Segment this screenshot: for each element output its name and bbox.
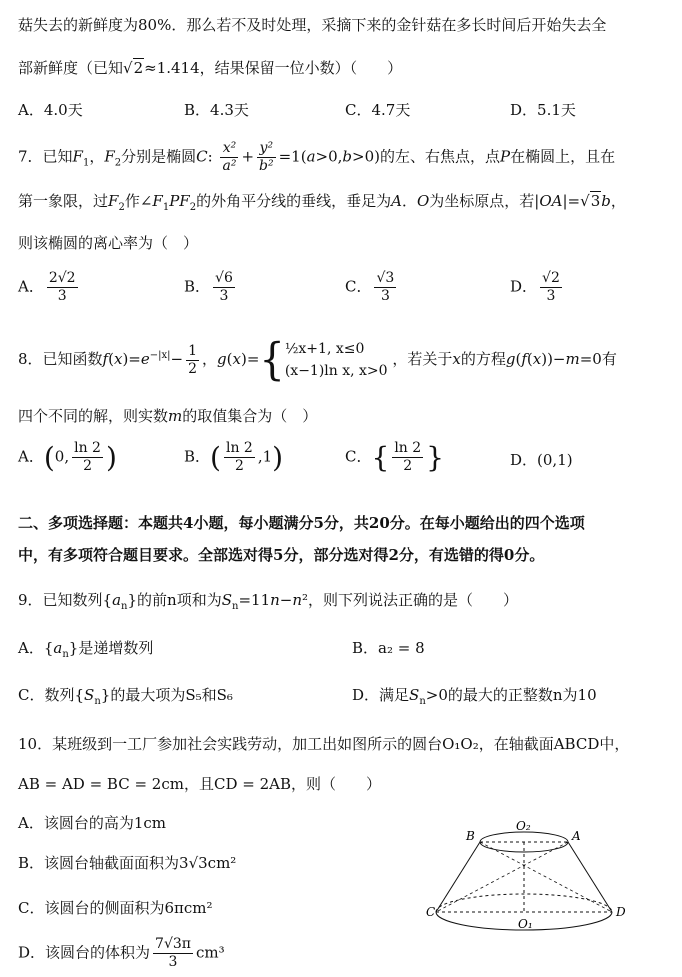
- q6-option-d[interactable]: D．5.1天: [510, 101, 576, 119]
- q9-option-b[interactable]: B．a₂ = 8: [352, 639, 425, 657]
- q7-line2: 第一象限，过$F_2$作$\angle F_1PF_2$的外角平分线的垂线，垂足为A．O为坐标原点，若|OA|=√3b，: [18, 192, 626, 213]
- label-d: D: [616, 905, 626, 919]
- q10-option-d[interactable]: D．该圆台的体积为 $\frac{7√3\pi}{3}$ cm³: [18, 936, 225, 970]
- q6-text-line1: 菇失去的新鲜度为80%．那么若不及时处理，采摘下来的金针菇在多长时间后开始失去全: [18, 16, 607, 34]
- q10-option-b[interactable]: B．该圆台轴截面面积为3√3cm²: [18, 854, 237, 872]
- q10-line1: 10．某班级到一工厂参加社会实践劳动，加工出如图所示的圆台O₁O₂，在轴截面ABCD中，: [18, 735, 630, 753]
- frustum-figure: [426, 820, 626, 940]
- q7-option-d[interactable]: D． $\frac{√2}{3}$: [510, 270, 560, 304]
- label-o2: O₂: [516, 820, 531, 833]
- q6-text-line2: 部新鲜度（已知√2≈1.414，结果保留一位小数）（ ）: [18, 59, 403, 77]
- q6-option-b[interactable]: B．4.3天: [184, 101, 249, 119]
- q7-line1: 7．已知$F_1$，$F_2$分别是椭圆C: $\frac{\text{x²}}{\text{a²}}$ + $\frac{\text{y²}}{\text{b²}}$ =1(a>0,b>0)的左、右焦点，点P在椭圆上，且在: [18, 140, 616, 174]
- q10-option-c[interactable]: C．该圆台的侧面积为6πcm²: [18, 899, 213, 917]
- q9-option-c[interactable]: C．数列$\{S_n\}$的最大项为S₅和S₆: [18, 686, 233, 707]
- label-a: A: [572, 829, 581, 843]
- q8-option-a[interactable]: A．(0, $\frac{\ln 2}{2}$ ): [18, 440, 117, 474]
- label-o1: O₁: [518, 917, 533, 931]
- section2-line2: 中，有多项符合题目要求。全部选对得5分，部分选对得2分，有选错的得0分。: [18, 546, 545, 564]
- q8-option-c[interactable]: C．{ $\frac{\ln 2}{2}$ }: [345, 440, 444, 474]
- q6-option-a[interactable]: A．4.0天: [18, 101, 83, 119]
- q7-option-a[interactable]: A． $\frac{2√2}{3}$: [18, 270, 76, 304]
- q9-option-a[interactable]: A．$\{a_n\}$是递增数列: [18, 639, 154, 660]
- diagonal-bd: [480, 842, 612, 912]
- q8-line1: 8．已知函数$f(x)=e^{-|x|}-$ $\frac{1}{2}$ ，g(x)={ ½x+1, x≤0 (x−1)ln x, x>0 ，若关于x的方程g(f(x))−m=0有: [18, 334, 617, 386]
- q9-line: 9．已知数列$\{a_n\}$的前n项和为$S_n=11n-n^2$，则下列说法正确的是（ ）: [18, 591, 519, 612]
- q7-line3: 则该椭圆的离心率为（ ）: [18, 234, 199, 252]
- q9-option-d[interactable]: D．满足$S_n>0$的最大的正整数n为10: [352, 686, 597, 707]
- q7-option-c[interactable]: C． $\frac{√3}{3}$: [345, 270, 395, 304]
- q8-line2: 四个不同的解，则实数m的取值集合为（ ）: [18, 407, 318, 425]
- edge-bc: [436, 842, 480, 912]
- diagonal-ac: [436, 842, 568, 912]
- q8-option-b[interactable]: B．( $\frac{\ln 2}{2}$ ,1): [184, 440, 284, 474]
- q10-option-a[interactable]: A．该圆台的高为1cm: [18, 814, 167, 832]
- label-c: C: [426, 905, 436, 919]
- label-b: B: [466, 829, 475, 843]
- section2-line1: 二、多项选择题：本题共4小题，每小题满分5分，共20分。在每小题给出的四个选项: [18, 514, 585, 532]
- q7-option-b[interactable]: B． $\frac{√6}{3}$: [184, 270, 233, 304]
- q6-option-c[interactable]: C．4.7天: [345, 101, 411, 119]
- q8-option-d[interactable]: D．(0,1): [510, 451, 573, 469]
- edge-ad: [568, 842, 612, 912]
- q10-line2: AB = AD = BC = 2cm，且CD = 2AB，则（ ）: [18, 775, 381, 793]
